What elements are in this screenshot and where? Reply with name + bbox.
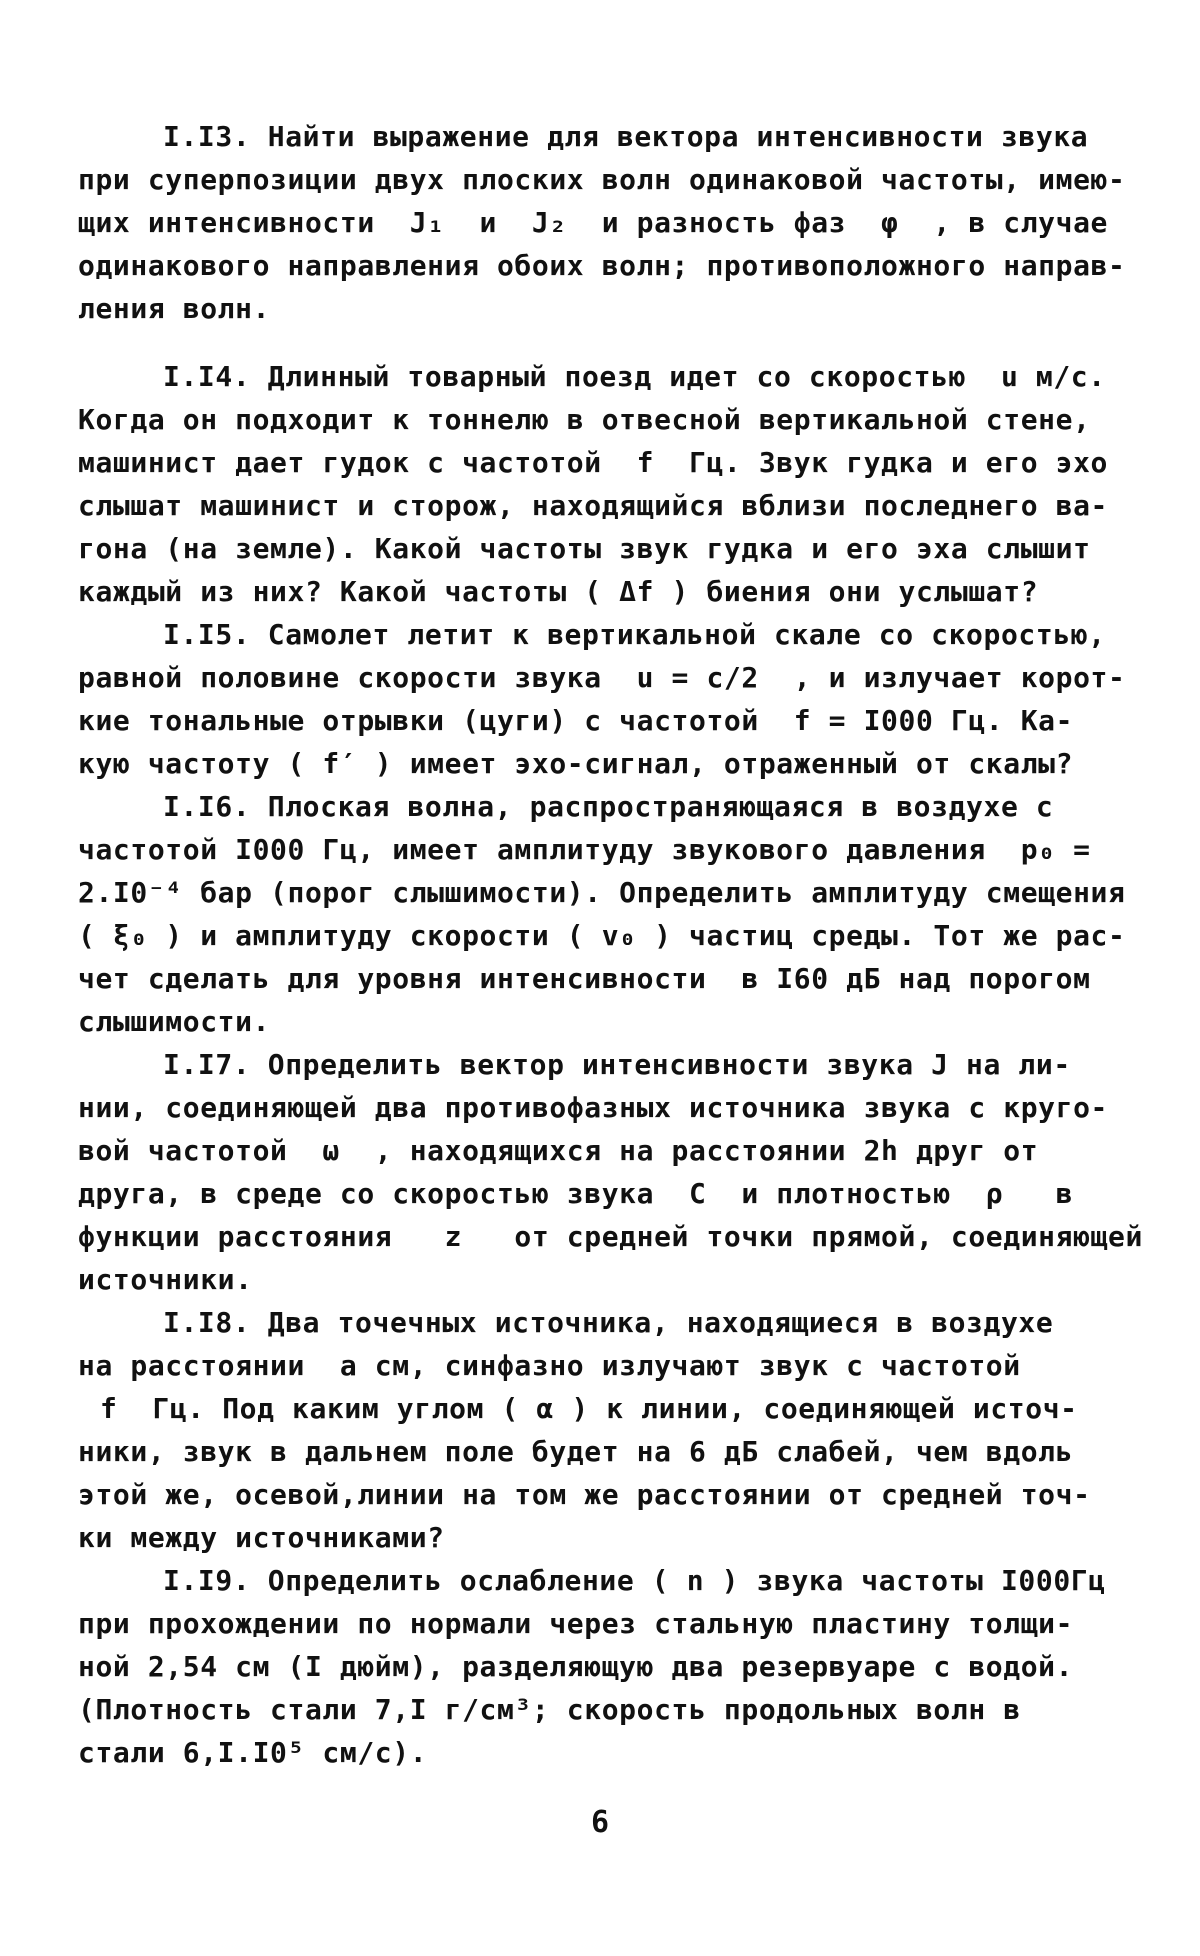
text-line: f Гц. Под каким углом ( α ) к линии, соединяющей источ- [100,1392,1078,1425]
text-line: I.I7. Определить вектор интенсивности звука J на ли- [163,1048,1071,1081]
text-line: I.I9. Определить ослабление ( n ) звука частоты I000Гц [163,1564,1106,1597]
text-line: щих интенсивности J₁ и J₂ и разность фаз φ , в случае [78,206,1108,239]
text-line: гона (на земле). Какой частоты звук гудка и его эха слышит [78,532,1091,565]
problem-1-15 [78,613,1128,785]
text-line: каждый из них? Какой частоты ( Δf ) биения они услышат? [78,575,1039,608]
text-line: частотой I000 Гц, имеет амплитуду звукового давления p₀ = [78,833,1091,866]
text-line: функции расстояния z от средней точки прямой, соединяющей [78,1220,1143,1253]
text-line: на расстоянии a см, синфазно излучают звук с частотой [78,1349,1021,1382]
text-line: нии, соединяющей два противофазных источника звука с круго- [78,1091,1108,1124]
text-line: при суперпозиции двух плоских волн одинаковой частоты, имею- [78,163,1126,196]
text-line: этой же, осевой,линии на том же расстоянии от средней точ- [78,1478,1091,1511]
text-line: вой частотой ω , находящихся на расстоянии 2h друг от [78,1134,1039,1167]
text-line: кие тональные отрывки (цуги) с частотой f = I000 Гц. Ка- [78,704,1074,737]
text-line: I.I6. Плоская волна, распространяющаяся в воздухе с [163,790,1054,823]
text-line: при прохождении по нормали через стальную пластину толщи- [78,1607,1074,1640]
text-line: ной 2,54 см (I дюйм), разделяющую два резервуаре с водой. [78,1650,1074,1683]
text-line: ники, звук в дальнем поле будет на 6 дБ слабей, чем вдоль [78,1435,1074,1468]
page-number: 6 [590,1805,610,1840]
text-line: ления волн. [78,292,271,325]
text-line: одинакового направления обоих волн; противоположного направ- [78,249,1126,282]
text-line: (Плотность стали 7,I г/см³; скорость продольных волн в [78,1693,1021,1726]
text-line: I.I3. Найти выражение для вектора интенсивности звука [163,120,1089,153]
problem-1-16 [78,785,1128,1043]
problem-1-18 [78,1301,1128,1559]
text-line: равной половине скорости звука u = c/2 , и излучает корот- [78,661,1126,694]
text-line: I.I8. Два точечных источника, находящиеся в воздухе [163,1306,1054,1339]
problem-1-17 [78,1043,1143,1301]
text-line: слышат машинист и сторож, находящийся вблизи последнего ва- [78,489,1108,522]
text-line: 2.I0⁻⁴ бар (порог слышимости). Определить амплитуду смещения [78,876,1126,909]
text-line: чет сделать для уровня интенсивности в I60 дБ над порогом [78,962,1091,995]
text-line: стали 6,I.I0⁵ см/с). [78,1736,428,1769]
text-line: I.I5. Самолет летит к вертикальной скале со скоростью, [163,618,1106,651]
text-line: ки между источниками? [78,1521,445,1554]
text-line: машинист дает гудок с частотой f Гц. Звук гудка и его эхо [78,446,1108,479]
problem-1-14 [78,355,1128,613]
text-line: источники. [78,1263,253,1296]
problem-1-19 [78,1559,1128,1774]
problem-1-13 [78,115,1128,330]
text-line: слышимости. [78,1005,271,1038]
text-line: ( ξ₀ ) и амплитуду скорости ( v₀ ) частиц среды. Тот же рас- [78,919,1126,952]
text-line: Когда он подходит к тоннелю в отвесной вертикальной стене, [78,403,1091,436]
text-line: I.I4. Длинный товарный поезд идет со скоростью u м/с. [163,360,1106,393]
text-line: кую частоту ( f′ ) имеет эхо-сигнал, отраженный от скалы? [78,747,1074,780]
text-line: друга, в среде со скоростью звука C и плотностью ρ в [78,1177,1074,1210]
